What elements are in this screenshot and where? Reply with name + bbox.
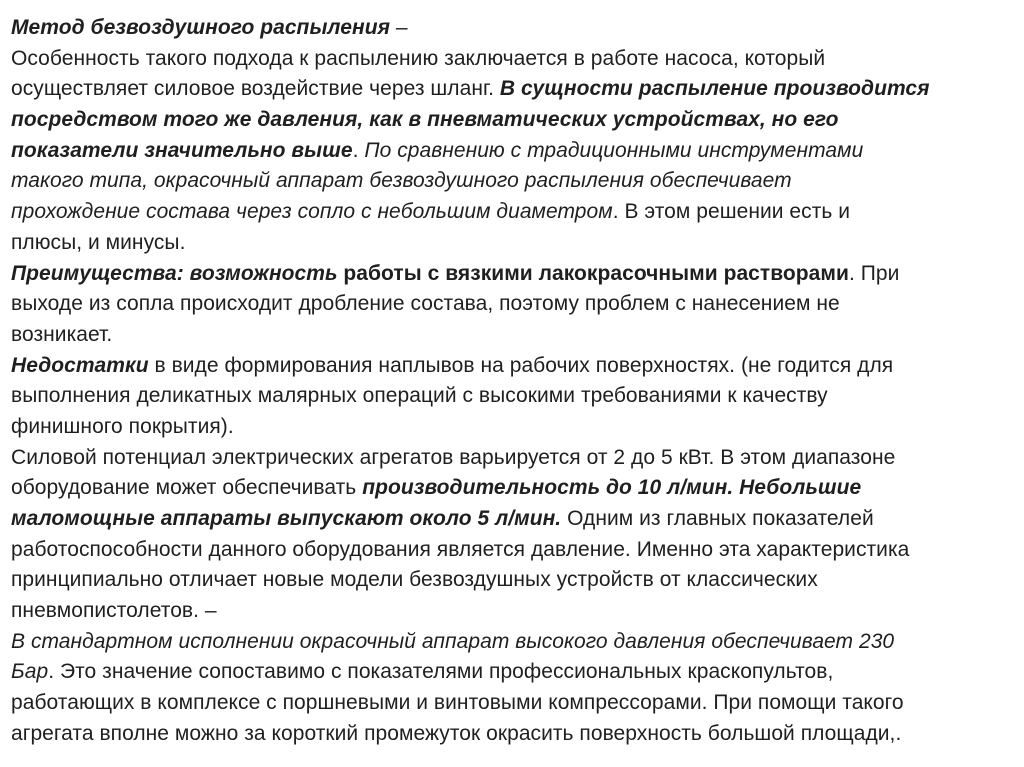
text-line (11, 504, 1019, 535)
text-line (11, 136, 1019, 167)
text-run: Одним из главных показателей (561, 507, 874, 530)
emphasized-text-run: показатели значительно выше (11, 138, 353, 162)
text-run: возникает. (11, 322, 113, 346)
text-run: финишного покрытия). (11, 414, 234, 438)
text-run: Силовой потенциал электрических агрегатов варьируется от 2 до 5 кВт. В этом диапазоне (11, 445, 896, 469)
text-line (11, 443, 1019, 474)
text-run: . При (848, 261, 900, 285)
text-run: выполнения деликатных малярных операций с высокими требованиями к качеству (11, 384, 828, 408)
emphasized-text-run: В сущности распыление производится (499, 77, 930, 101)
text-line (11, 13, 1019, 44)
emphasized-text-run: работы с вязкими лакокрасочными растворами (343, 261, 849, 285)
text-line (11, 351, 1019, 382)
text-line (11, 197, 1019, 228)
text-line (11, 228, 1019, 259)
emphasized-text-run: прохождение состава через сопло с небольшим диаметром (11, 200, 613, 224)
text-line (11, 596, 1019, 627)
text-line (11, 289, 1019, 320)
text-run: . (352, 138, 365, 162)
text-line (11, 473, 1019, 504)
text-line (11, 565, 1019, 596)
text-line (11, 627, 1019, 658)
text-run: оборудование может обеспечивать (11, 476, 363, 500)
text-line (11, 535, 1019, 566)
text-run: . Это значение сопоставимо с показателями профессиональных краскопультов, (48, 660, 834, 684)
text-line (11, 688, 1019, 719)
text-run: осуществляет силовое воздействие через шланг. (11, 77, 500, 101)
text-run: работающих в комплексе с поршневыми и винтовыми компрессорами. При помощи такого (11, 691, 904, 715)
document-body (11, 13, 1019, 750)
text-line (11, 74, 1019, 105)
emphasized-text-run: посредством того же давления, как в пневматических устройствах, но его (11, 108, 839, 132)
text-line (11, 44, 1019, 75)
emphasized-text-run: Метод безвоздушного распыления (11, 16, 391, 39)
text-run: выходе из сопла происходит дробление состава, поэтому проблем с нанесением не (11, 292, 840, 316)
text-run: Особенность такого подхода к распылению заключается в работе насоса, который (11, 46, 826, 70)
emphasized-text-run: маломощные аппараты выпускают около 5 л/мин. (11, 507, 562, 530)
text-line (11, 719, 1019, 750)
text-line (11, 166, 1019, 197)
text-run: . В этом решении есть и (612, 200, 851, 224)
text-line (11, 320, 1019, 351)
emphasized-text-run: В стандартном исполнении окрасочный аппарат высокого давления обеспечивает 230 (11, 629, 895, 653)
emphasized-text-run: Бар (11, 660, 49, 684)
emphasized-text-run: Преимущества: возможность (11, 261, 338, 285)
emphasized-text-run: производительность до 10 л/мин. Небольшие (362, 476, 862, 500)
emphasized-text-run: По сравнению с традиционными инструментами (364, 138, 864, 162)
text-run: пневмопистолетов. – (11, 599, 217, 623)
text-line (11, 259, 1019, 290)
text-run: – (390, 16, 408, 39)
emphasized-text-run: такого типа, окрасочный аппарат безвоздушного распыления обеспечивает (11, 169, 792, 193)
emphasized-text-run: Недостатки (11, 353, 149, 377)
text-run: в виде формирования наплывов на рабочих поверхностях. (не годится для (148, 353, 894, 377)
text-line (11, 381, 1019, 412)
text-run: принципиально отличает новые модели безвоздушных устройств от классических (11, 568, 818, 592)
text-line (11, 412, 1019, 443)
text-run: агрегата вполне можно за короткий промежуток окрасить поверхность большой площади,. (11, 721, 902, 745)
text-line (11, 105, 1019, 136)
text-run: плюсы, и минусы. (11, 230, 186, 254)
text-line (11, 657, 1019, 688)
text-run: работоспособности данного оборудования является давление. Именно эта характеристика (11, 537, 910, 561)
